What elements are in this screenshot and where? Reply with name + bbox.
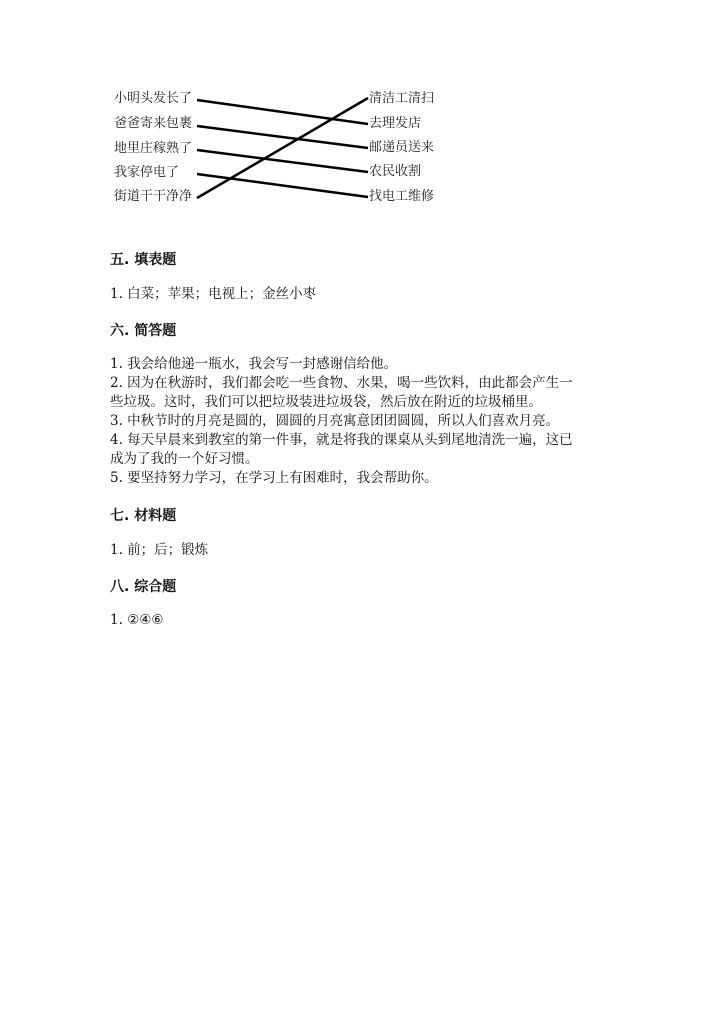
matching-lines [0,0,720,230]
right-item-3: 邮递员送来 [369,140,435,155]
match-line-2 [197,126,368,148]
match-line-4 [197,174,368,197]
right-item-1: 清洁工清扫 [369,91,435,106]
section-6-answer-line: 1. 我会给他递一瓶水，我会写一封感谢信给他。 [110,356,398,372]
left-item-5: 街道干干净净 [114,189,193,204]
section-7-answer-line: 1. 前；后；锻炼 [110,542,209,558]
right-item-4: 农民收割 [369,164,422,179]
section-8-title: 八. 综合题 [110,579,177,595]
section-6-answer-line: 3. 中秋节时的月亮是圆的，圆圆的月亮寓意团团圆圆，所以人们喜欢月亮。 [110,413,560,429]
section-8-answer-line: 1. ②④⑥ [110,612,164,628]
section-6-answer-line: 5. 要坚持努力学习，在学习上有困难时，我会帮助你。 [110,470,438,486]
match-line-3 [197,150,368,172]
left-item-4: 我家停电了 [114,165,180,180]
section-7-title: 七. 材料题 [110,508,177,524]
section-6-answer-line: 2. 因为在秋游时，我们都会吃一些食物、水果，喝一些饮料，由此都会产生一 [110,375,573,391]
section-6-answer-line: 4. 每天早晨来到教室的第一件事，就是将我的课桌从头到尾地清洗一遍，这已 [110,432,573,448]
section-6-answer-line: 些垃圾。这时，我们可以把垃圾装进垃圾袋，然后放在附近的垃圾桶里。 [110,394,542,410]
left-item-3: 地里庄稼熟了 [114,141,193,156]
section-6-answer-line: 成为了我的一个好习惯。 [110,451,259,467]
right-item-2: 去理发店 [369,116,422,131]
matching-diagram [0,0,720,230]
section-6-title: 六. 简答题 [110,323,177,339]
left-item-2: 爸爸寄来包裹 [114,116,193,131]
section-5-title: 五. 填表题 [110,252,177,268]
left-item-1: 小明头发长了 [114,91,193,106]
section-5-answer-line: 1. 白菜；苹果；电视上；金丝小枣 [110,286,317,302]
right-item-5: 找电工维修 [369,189,435,204]
